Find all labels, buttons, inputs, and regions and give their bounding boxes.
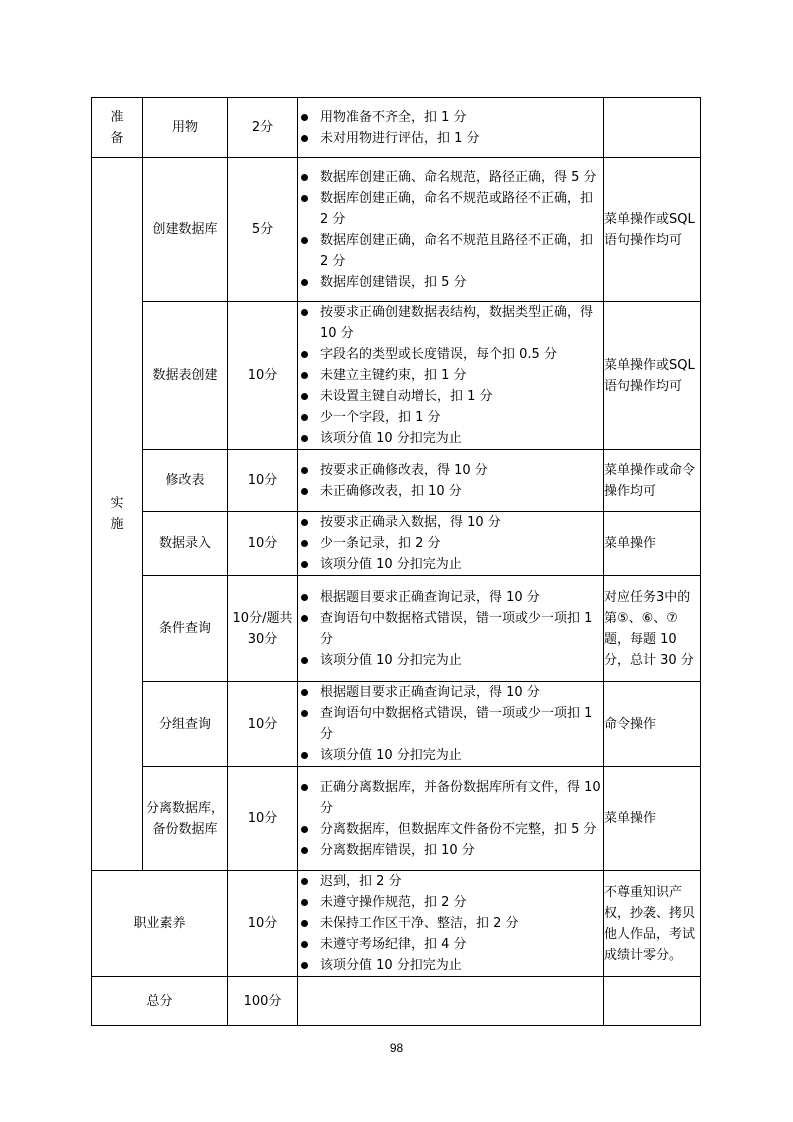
bullet-icon	[301, 615, 308, 622]
criteria-item	[298, 481, 603, 502]
table-row-data-entry	[92, 512, 701, 576]
criteria-list	[298, 460, 603, 502]
note-cell: 菜单操作或SQL 语句操作均可	[604, 302, 701, 450]
criteria-text: 少一个字段，扣 1 分	[320, 410, 441, 425]
bullet-icon	[301, 784, 308, 791]
criteria-cell	[298, 98, 604, 158]
bullet-icon	[301, 962, 308, 969]
bullet-icon	[301, 351, 308, 358]
criteria-text: 按要求正确录入数据，得 10 分	[320, 515, 501, 530]
bullet-icon	[301, 826, 308, 833]
phase-label: 实施	[110, 496, 124, 532]
criteria-cell	[298, 576, 604, 682]
criteria-list	[298, 871, 603, 976]
score-cell: 10分	[228, 682, 298, 767]
bullet-icon	[301, 899, 308, 906]
criteria-list	[298, 302, 603, 449]
bullet-icon	[301, 467, 308, 474]
item-cell: 修改表	[143, 450, 228, 512]
score-cell: 100分	[228, 977, 298, 1026]
criteria-item	[298, 913, 603, 934]
criteria-item	[298, 650, 603, 671]
note-cell	[604, 977, 701, 1026]
bullet-icon	[301, 920, 308, 927]
criteria-text: 少一条记录，扣 2 分	[320, 536, 441, 551]
criteria-text: 未对用物进行评估，扣 1 分	[320, 130, 480, 146]
criteria-text: 该项分值 10 分扣完为止	[320, 748, 462, 763]
criteria-item	[298, 365, 603, 386]
criteria-cell	[298, 682, 604, 767]
criteria-cell	[298, 158, 604, 302]
criteria-text: 查询语句中数据格式错误，错一项或少一项扣 1 分	[320, 706, 593, 742]
scoring-table	[91, 97, 701, 1026]
criteria-item	[298, 460, 603, 481]
note-cell: 菜单操作	[604, 512, 701, 576]
criteria-item	[298, 587, 603, 608]
bullet-icon	[301, 488, 308, 495]
bullet-icon	[301, 279, 308, 286]
score-cell: 10分	[228, 767, 298, 871]
criteria-text: 分离数据库错误，扣 10 分	[320, 842, 475, 858]
criteria-item	[298, 682, 603, 703]
criteria-item	[298, 533, 603, 554]
criteria-text: 数据库创建正确，命名不规范或路径不正确，扣 2 分	[320, 190, 594, 227]
criteria-item	[298, 934, 603, 955]
criteria-item	[298, 892, 603, 913]
table-row-group-query	[92, 682, 701, 767]
criteria-list	[298, 167, 603, 293]
criteria-item	[298, 167, 603, 188]
table-row-table-create	[92, 302, 701, 450]
criteria-text: 未建立主键约束，扣 1 分	[320, 368, 467, 383]
table-row-table-modify	[92, 450, 701, 512]
criteria-text: 迟到，扣 2 分	[320, 874, 402, 889]
criteria-text: 该项分值 10 分扣完为止	[320, 652, 462, 668]
criteria-item	[298, 407, 603, 428]
item-cell: 分离数据库，备份数据库	[143, 767, 228, 871]
criteria-item	[298, 955, 603, 976]
criteria-text: 字段名的类型或长度错误，每个扣 0.5 分	[320, 347, 557, 362]
note-cell	[604, 98, 701, 158]
bullet-icon	[301, 519, 308, 526]
bullet-icon	[301, 174, 308, 181]
table-row-conduct	[92, 871, 701, 977]
item-cell: 创建数据库	[143, 158, 228, 302]
criteria-cell	[298, 767, 604, 871]
item-cell: 分组查询	[143, 682, 228, 767]
criteria-item	[298, 871, 603, 892]
criteria-item	[298, 608, 603, 650]
note-cell: 菜单操作或命令操作均可	[604, 450, 701, 512]
criteria-cell	[298, 512, 604, 576]
criteria-list	[298, 107, 603, 149]
bullet-icon	[301, 393, 308, 400]
note-cell: 菜单操作或SQL 语句操作均可	[604, 158, 701, 302]
score-cell: 10分	[228, 302, 298, 450]
criteria-text: 分离数据库，但数据库文件备份不完整，扣 5 分	[320, 821, 597, 837]
criteria-text: 正确分离数据库，并备份数据库所有文件，得 10 分	[320, 779, 601, 816]
criteria-text: 用物准备不齐全，扣 1 分	[320, 109, 467, 125]
bullet-icon	[301, 752, 308, 759]
criteria-list	[298, 512, 603, 575]
criteria-text: 数据库创建错误，扣 5 分	[320, 274, 467, 290]
criteria-text: 根据题目要求正确查询记录，得 10 分	[320, 685, 540, 700]
criteria-list	[298, 682, 603, 766]
item-cell: 用物	[143, 98, 228, 158]
criteria-item	[298, 344, 603, 365]
note-cell: 对应任务3中的第⑤、⑥、⑦题，每题 10 分，总计 30 分	[604, 576, 701, 682]
criteria-text: 数据库创建正确，命名不规范且路径不正确，扣 2 分	[320, 232, 594, 269]
criteria-item	[298, 819, 603, 840]
score-cell: 2分	[228, 98, 298, 158]
criteria-item	[298, 386, 603, 407]
bullet-icon	[301, 710, 308, 717]
criteria-item	[298, 107, 603, 128]
score-cell: 10分/题共30分	[228, 576, 298, 682]
table-row-cond-query	[92, 576, 701, 682]
criteria-text: 未保持工作区干净、整洁，扣 2 分	[320, 916, 519, 931]
score-cell: 10分	[228, 450, 298, 512]
score-cell: 5分	[228, 158, 298, 302]
note-cell: 菜单操作	[604, 767, 701, 871]
criteria-cell	[298, 302, 604, 450]
criteria-list	[298, 777, 603, 861]
criteria-text: 数据库创建正确、命名规范，路径正确，得 5 分	[320, 169, 597, 185]
bullet-icon	[301, 540, 308, 547]
table-row-db-create	[92, 158, 701, 302]
criteria-item	[298, 703, 603, 745]
criteria-text: 根据题目要求正确查询记录，得 10 分	[320, 589, 540, 605]
criteria-text: 按要求正确创建数据表结构，数据类型正确，得 10 分	[320, 305, 594, 341]
criteria-cell	[298, 450, 604, 512]
bullet-icon	[301, 657, 308, 664]
note-cell: 不尊重知识产权，抄袭、拷贝他人作品，考试成绩计零分。	[604, 871, 701, 977]
table-row-detach	[92, 767, 701, 871]
bullet-icon	[301, 195, 308, 202]
phase-cell-prep	[92, 98, 143, 158]
bullet-icon	[301, 878, 308, 885]
item-cell: 条件查询	[143, 576, 228, 682]
bullet-icon	[301, 941, 308, 948]
criteria-item	[298, 272, 603, 293]
item-cell: 数据录入	[143, 512, 228, 576]
score-cell: 10分	[228, 512, 298, 576]
criteria-item	[298, 230, 603, 272]
criteria-item	[298, 302, 603, 344]
bullet-icon	[301, 689, 308, 696]
bullet-icon	[301, 594, 308, 601]
criteria-item	[298, 512, 603, 533]
criteria-text: 该项分值 10 分扣完为止	[320, 557, 462, 572]
criteria-text: 该项分值 10 分扣完为止	[320, 431, 462, 446]
criteria-item	[298, 777, 603, 819]
bullet-icon	[301, 847, 308, 854]
criteria-text: 未正确修改表，扣 10 分	[320, 483, 462, 499]
criteria-item	[298, 428, 603, 449]
bullet-icon	[301, 114, 308, 121]
score-cell: 10分	[228, 871, 298, 977]
phase-cell-impl	[92, 158, 143, 871]
criteria-item	[298, 554, 603, 575]
bullet-icon	[301, 135, 308, 142]
bullet-icon	[301, 414, 308, 421]
criteria-text: 查询语句中数据格式错误，错一项或少一项扣 1 分	[320, 610, 593, 647]
criteria-cell	[298, 977, 604, 1026]
bullet-icon	[301, 561, 308, 568]
bullet-icon	[301, 372, 308, 379]
item-cell: 总分	[92, 977, 228, 1026]
page-number: 98	[389, 1041, 404, 1055]
bullet-icon	[301, 309, 308, 316]
criteria-list	[298, 587, 603, 671]
criteria-item	[298, 188, 603, 230]
table-row-total	[92, 977, 701, 1026]
criteria-text: 未遵守操作规范，扣 2 分	[320, 895, 467, 910]
bullet-icon	[301, 237, 308, 244]
criteria-cell	[298, 871, 604, 977]
criteria-item	[298, 128, 603, 149]
item-cell: 数据表创建	[143, 302, 228, 450]
criteria-item	[298, 840, 603, 861]
bullet-icon	[301, 435, 308, 442]
criteria-item	[298, 745, 603, 766]
criteria-text: 未设置主键自动增长，扣 1 分	[320, 389, 493, 404]
criteria-text: 该项分值 10 分扣完为止	[320, 958, 462, 973]
table-row-prep	[92, 98, 701, 158]
criteria-text: 未遵守考场纪律，扣 4 分	[320, 937, 467, 952]
note-cell: 命令操作	[604, 682, 701, 767]
criteria-text: 按要求正确修改表，得 10 分	[320, 462, 488, 478]
phase-label: 准备	[110, 109, 124, 146]
item-cell: 职业素养	[92, 871, 228, 977]
